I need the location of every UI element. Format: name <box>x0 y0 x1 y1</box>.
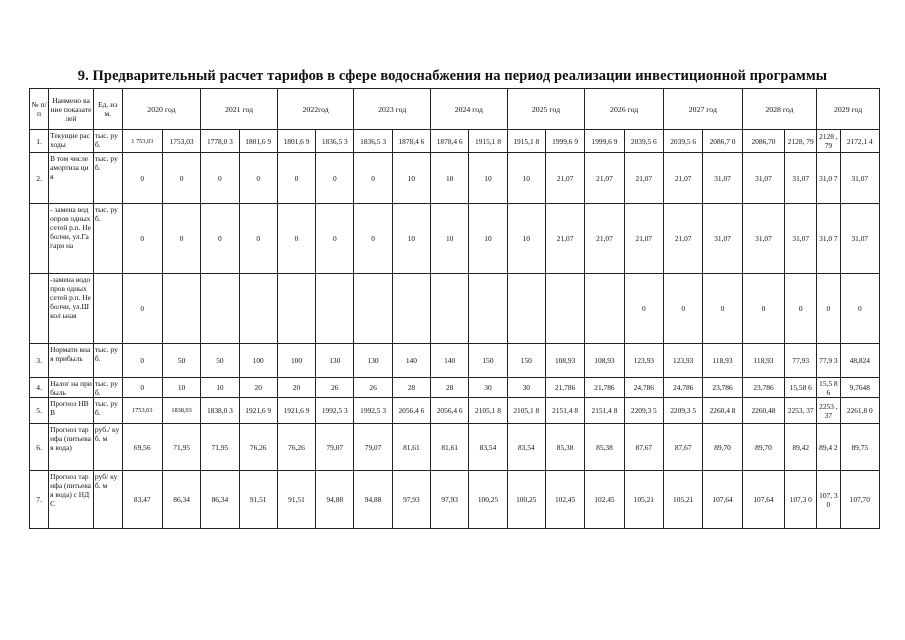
value-cell: 2105,1 8 <box>469 398 507 424</box>
header-unit: Ед. изм. <box>93 89 122 130</box>
value-cell: 31,07 <box>785 204 817 274</box>
value-cell: 21,07 <box>585 204 624 274</box>
value-cell: 26 <box>354 378 392 398</box>
value-cell: 108,93 <box>585 344 624 378</box>
row-number <box>30 204 49 274</box>
value-cell: 31,0 7 <box>817 204 840 274</box>
value-cell <box>354 274 392 344</box>
value-cell <box>392 274 430 344</box>
unit-cell: тыс. руб. <box>93 204 122 274</box>
value-cell: 21,07 <box>664 204 703 274</box>
value-cell: 0 <box>122 204 162 274</box>
value-cell: 30 <box>507 378 545 398</box>
value-cell: 140 <box>431 344 469 378</box>
unit-cell: тыс. руб. <box>93 344 122 378</box>
value-cell: 10 <box>507 204 545 274</box>
value-cell: 1 753,03 <box>122 130 162 153</box>
value-cell: 1878,4 6 <box>431 130 469 153</box>
table-row <box>30 398 880 424</box>
value-cell <box>469 274 507 344</box>
value-cell: 107,3 0 <box>785 471 817 529</box>
value-cell: 0 <box>354 153 392 204</box>
value-cell: 87,67 <box>624 424 663 471</box>
value-cell: 20 <box>277 378 315 398</box>
indicator-name: Налог на прибыль <box>50 379 92 397</box>
value-cell: 89,70 <box>703 424 742 471</box>
value-cell <box>431 274 469 344</box>
value-cell: 107,70 <box>840 471 879 529</box>
header-row <box>30 89 880 130</box>
value-cell: 87,67 <box>664 424 703 471</box>
value-cell: 0 <box>122 378 162 398</box>
value-cell: 31,07 <box>840 153 879 204</box>
value-cell: 2253, 37 <box>785 398 817 424</box>
value-cell: 107, 30 <box>817 471 840 529</box>
indicator-name: Прогноз тарифа (питьевая вода) с НДС <box>49 471 94 529</box>
value-cell: 2086,7 0 <box>703 130 742 153</box>
unit-cell: тыс. руб. <box>93 398 122 424</box>
value-cell: 2261,8 0 <box>840 398 879 424</box>
value-cell: 31,07 <box>840 204 879 274</box>
value-cell: 0 <box>277 153 315 204</box>
value-cell: 0 <box>277 204 315 274</box>
value-cell: 76,26 <box>277 424 315 471</box>
value-cell: 0 <box>122 274 162 344</box>
table-row <box>30 424 880 471</box>
value-cell: 31,0 7 <box>817 153 840 204</box>
unit-cell: тыс. руб. <box>93 378 122 398</box>
value-cell: 81,61 <box>392 424 430 471</box>
value-cell: 10 <box>162 378 200 398</box>
indicator-name: Прогноз НВВ <box>49 398 94 424</box>
value-cell: 97,93 <box>392 471 430 529</box>
value-cell: 2039,5 6 <box>664 130 703 153</box>
value-cell: 1836,5 3 <box>316 130 354 153</box>
value-cell: 71,95 <box>201 424 239 471</box>
value-cell: 2056,4 6 <box>392 398 430 424</box>
value-cell: 1915,1 8 <box>469 130 507 153</box>
indicator-name: Текущие расходы <box>49 130 94 153</box>
value-cell: 0 <box>162 204 200 274</box>
value-cell: 85,38 <box>585 424 624 471</box>
value-cell <box>201 274 239 344</box>
document-title: 9. Предварительный расчет тарифов в сфере водоснабжения на период реализации инвестиционной программы <box>77 68 828 84</box>
value-cell: 123,93 <box>624 344 663 378</box>
unit-cell: тыс. руб. <box>93 153 122 204</box>
tariff-table <box>29 88 880 529</box>
row-number: 2. <box>30 153 49 204</box>
unit-cell <box>93 274 122 344</box>
value-cell: 86,34 <box>162 471 200 529</box>
value-cell: 105,21 <box>664 471 703 529</box>
value-cell: 79,07 <box>354 424 392 471</box>
value-cell: 0 <box>316 204 354 274</box>
value-cell: 0 <box>624 274 663 344</box>
value-cell: 94,88 <box>354 471 392 529</box>
header-year: 2021 год <box>201 89 278 130</box>
value-cell: 10 <box>431 153 469 204</box>
value-cell: 1999,6 9 <box>545 130 584 153</box>
value-cell: 1838,0 3 <box>201 398 239 424</box>
value-cell: 100 <box>277 344 315 378</box>
value-cell: 79,07 <box>316 424 354 471</box>
value-cell: 77,9 3 <box>817 344 840 378</box>
value-cell: 21,786 <box>545 378 584 398</box>
value-cell: 1992,5 3 <box>354 398 392 424</box>
value-cell: 24,786 <box>624 378 663 398</box>
value-cell: 9,7648 <box>840 378 879 398</box>
value-cell: 1836,5 3 <box>354 130 392 153</box>
value-cell: 130 <box>316 344 354 378</box>
value-cell: 89,4 2 <box>817 424 840 471</box>
value-cell: 31,07 <box>703 204 742 274</box>
indicator-name: -замена водопров одных сетей р.п. Неболчи, ул.Школ ьная <box>49 274 94 344</box>
header-year: 2025 год <box>507 89 585 130</box>
value-cell: 31,07 <box>703 153 742 204</box>
header-year: 2029 год <box>817 89 880 130</box>
value-cell: 31,07 <box>785 153 817 204</box>
value-cell: 1921,6 9 <box>239 398 277 424</box>
value-cell: 1801,6 9 <box>277 130 315 153</box>
value-cell: 2260,48 <box>742 398 785 424</box>
value-cell: 140 <box>392 344 430 378</box>
value-cell: 0 <box>239 153 277 204</box>
value-cell: 21,07 <box>545 204 584 274</box>
header-year: 2028 год <box>742 89 816 130</box>
indicator-name: - замена водопров одных сетей р.п. Неболчи, ул.Гагари на <box>49 204 94 274</box>
table-row <box>30 344 880 378</box>
value-cell: 83,54 <box>469 424 507 471</box>
value-cell: 118,93 <box>742 344 785 378</box>
value-cell: 118,93 <box>703 344 742 378</box>
value-cell: 21,07 <box>664 153 703 204</box>
value-cell: 100,25 <box>507 471 545 529</box>
row-number: 7. <box>30 471 49 529</box>
value-cell: 2128, 79 <box>785 130 817 153</box>
value-cell <box>239 274 277 344</box>
value-cell: 83,47 <box>122 471 162 529</box>
value-cell: 2039,5 6 <box>624 130 663 153</box>
value-cell: 10 <box>392 204 430 274</box>
header-year: 2022год <box>277 89 354 130</box>
value-cell: 0 <box>122 344 162 378</box>
value-cell <box>162 274 200 344</box>
value-cell: 107,64 <box>703 471 742 529</box>
value-cell: 150 <box>507 344 545 378</box>
row-number: 1. <box>30 130 49 153</box>
value-cell: 89,70 <box>742 424 785 471</box>
value-cell: 1915,1 8 <box>507 130 545 153</box>
table-row <box>30 153 880 204</box>
value-cell: 0 <box>703 274 742 344</box>
value-cell: 0 <box>354 204 392 274</box>
value-cell: 10 <box>507 153 545 204</box>
value-cell: 76,26 <box>239 424 277 471</box>
value-cell: 1921,6 9 <box>277 398 315 424</box>
value-cell: 28 <box>392 378 430 398</box>
value-cell: 10 <box>469 204 507 274</box>
value-cell: 105,21 <box>624 471 663 529</box>
value-cell: 77,93 <box>785 344 817 378</box>
value-cell: 83,54 <box>507 424 545 471</box>
indicator-name: В том числе амортиза ция <box>49 153 94 204</box>
value-cell: 21,07 <box>624 153 663 204</box>
value-cell: 91,51 <box>239 471 277 529</box>
table-row <box>30 274 880 344</box>
value-cell: 31,07 <box>742 204 785 274</box>
value-cell: 86,34 <box>201 471 239 529</box>
value-cell: 23,786 <box>703 378 742 398</box>
value-cell: 91,51 <box>277 471 315 529</box>
value-cell: 97,93 <box>431 471 469 529</box>
indicator-name: Прогноз тарифа (питьевая вода) <box>49 424 94 471</box>
value-cell: 10 <box>392 153 430 204</box>
value-cell: 89,42 <box>785 424 817 471</box>
value-cell: 0 <box>201 204 239 274</box>
value-cell <box>507 274 545 344</box>
row-number: 4. <box>30 378 49 398</box>
value-cell: 107,64 <box>742 471 785 529</box>
value-cell: 2151,4 8 <box>545 398 584 424</box>
value-cell: 1753,03 <box>122 398 162 424</box>
row-number: 5. <box>30 398 49 424</box>
value-cell: 2172,1 4 <box>840 130 879 153</box>
value-cell: 50 <box>201 344 239 378</box>
value-cell: 24,786 <box>664 378 703 398</box>
value-cell: 10 <box>431 204 469 274</box>
row-number <box>30 274 49 344</box>
value-cell: 0 <box>201 153 239 204</box>
value-cell: 21,07 <box>545 153 584 204</box>
header-num: № п/п <box>30 89 49 130</box>
value-cell: 0 <box>162 153 200 204</box>
unit-cell: тыс. руб. <box>93 130 122 153</box>
value-cell: 85,38 <box>545 424 584 471</box>
value-cell: 10 <box>469 153 507 204</box>
value-cell: 28 <box>431 378 469 398</box>
value-cell: 21,07 <box>585 153 624 204</box>
value-cell: 69,56 <box>122 424 162 471</box>
value-cell <box>545 274 584 344</box>
value-cell: 2151,4 8 <box>585 398 624 424</box>
header-year: 2026 год <box>585 89 664 130</box>
table-row <box>30 471 880 529</box>
header-year: 2020 год <box>122 89 201 130</box>
value-cell: 50 <box>162 344 200 378</box>
value-cell: 2086,70 <box>742 130 785 153</box>
row-number: 6. <box>30 424 49 471</box>
value-cell: 10 <box>201 378 239 398</box>
value-cell: 102,45 <box>585 471 624 529</box>
value-cell: 1838,03 <box>162 398 200 424</box>
value-cell <box>316 274 354 344</box>
header-year: 2023 год <box>354 89 431 130</box>
value-cell: 123,93 <box>664 344 703 378</box>
value-cell: 1878,4 6 <box>392 130 430 153</box>
header-name: Наимено вание показате лей <box>49 89 94 130</box>
value-cell: 2056,4 6 <box>431 398 469 424</box>
value-cell: 0 <box>840 274 879 344</box>
value-cell: 23,786 <box>742 378 785 398</box>
value-cell: 0 <box>239 204 277 274</box>
value-cell: 2128 ,79 <box>817 130 840 153</box>
value-cell: 130 <box>354 344 392 378</box>
value-cell: 150 <box>469 344 507 378</box>
value-cell: 0 <box>122 153 162 204</box>
value-cell: 0 <box>316 153 354 204</box>
value-cell: 30 <box>469 378 507 398</box>
value-cell: 21,786 <box>585 378 624 398</box>
value-cell: 2209,3 5 <box>664 398 703 424</box>
value-cell: 89,75 <box>840 424 879 471</box>
value-cell: 21,07 <box>624 204 663 274</box>
value-cell: 2253 ,37 <box>817 398 840 424</box>
unit-cell: руб./ куб. м <box>93 424 122 471</box>
value-cell: 100 <box>239 344 277 378</box>
value-cell: 1999,6 9 <box>585 130 624 153</box>
unit-cell: руб/ куб. м <box>93 471 122 529</box>
value-cell: 1778,0 3 <box>201 130 239 153</box>
value-cell: 2209,3 5 <box>624 398 663 424</box>
value-cell: 48,824 <box>840 344 879 378</box>
table-row <box>30 130 880 153</box>
indicator-name: Нормати вная прибыль <box>49 344 94 378</box>
value-cell: 94,88 <box>316 471 354 529</box>
value-cell: 31,07 <box>742 153 785 204</box>
value-cell: 26 <box>316 378 354 398</box>
header-year: 2027 год <box>664 89 743 130</box>
value-cell: 0 <box>664 274 703 344</box>
value-cell: 100,25 <box>469 471 507 529</box>
value-cell: 1753,03 <box>162 130 200 153</box>
value-cell: 15,5 86 <box>817 378 840 398</box>
value-cell: 1992,5 3 <box>316 398 354 424</box>
header-year: 2024 год <box>431 89 508 130</box>
value-cell: 108,93 <box>545 344 584 378</box>
value-cell <box>585 274 624 344</box>
value-cell: 20 <box>239 378 277 398</box>
table-row <box>30 204 880 274</box>
value-cell: 2260,4 8 <box>703 398 742 424</box>
value-cell: 102,45 <box>545 471 584 529</box>
value-cell: 0 <box>817 274 840 344</box>
value-cell: 15,58 6 <box>785 378 817 398</box>
value-cell: 0 <box>785 274 817 344</box>
value-cell: 71,95 <box>162 424 200 471</box>
value-cell: 2105,1 8 <box>507 398 545 424</box>
table-row <box>30 378 880 398</box>
row-number: 3. <box>30 344 49 378</box>
value-cell: 0 <box>742 274 785 344</box>
value-cell <box>277 274 315 344</box>
value-cell: 1801,6 9 <box>239 130 277 153</box>
value-cell: 81,61 <box>431 424 469 471</box>
